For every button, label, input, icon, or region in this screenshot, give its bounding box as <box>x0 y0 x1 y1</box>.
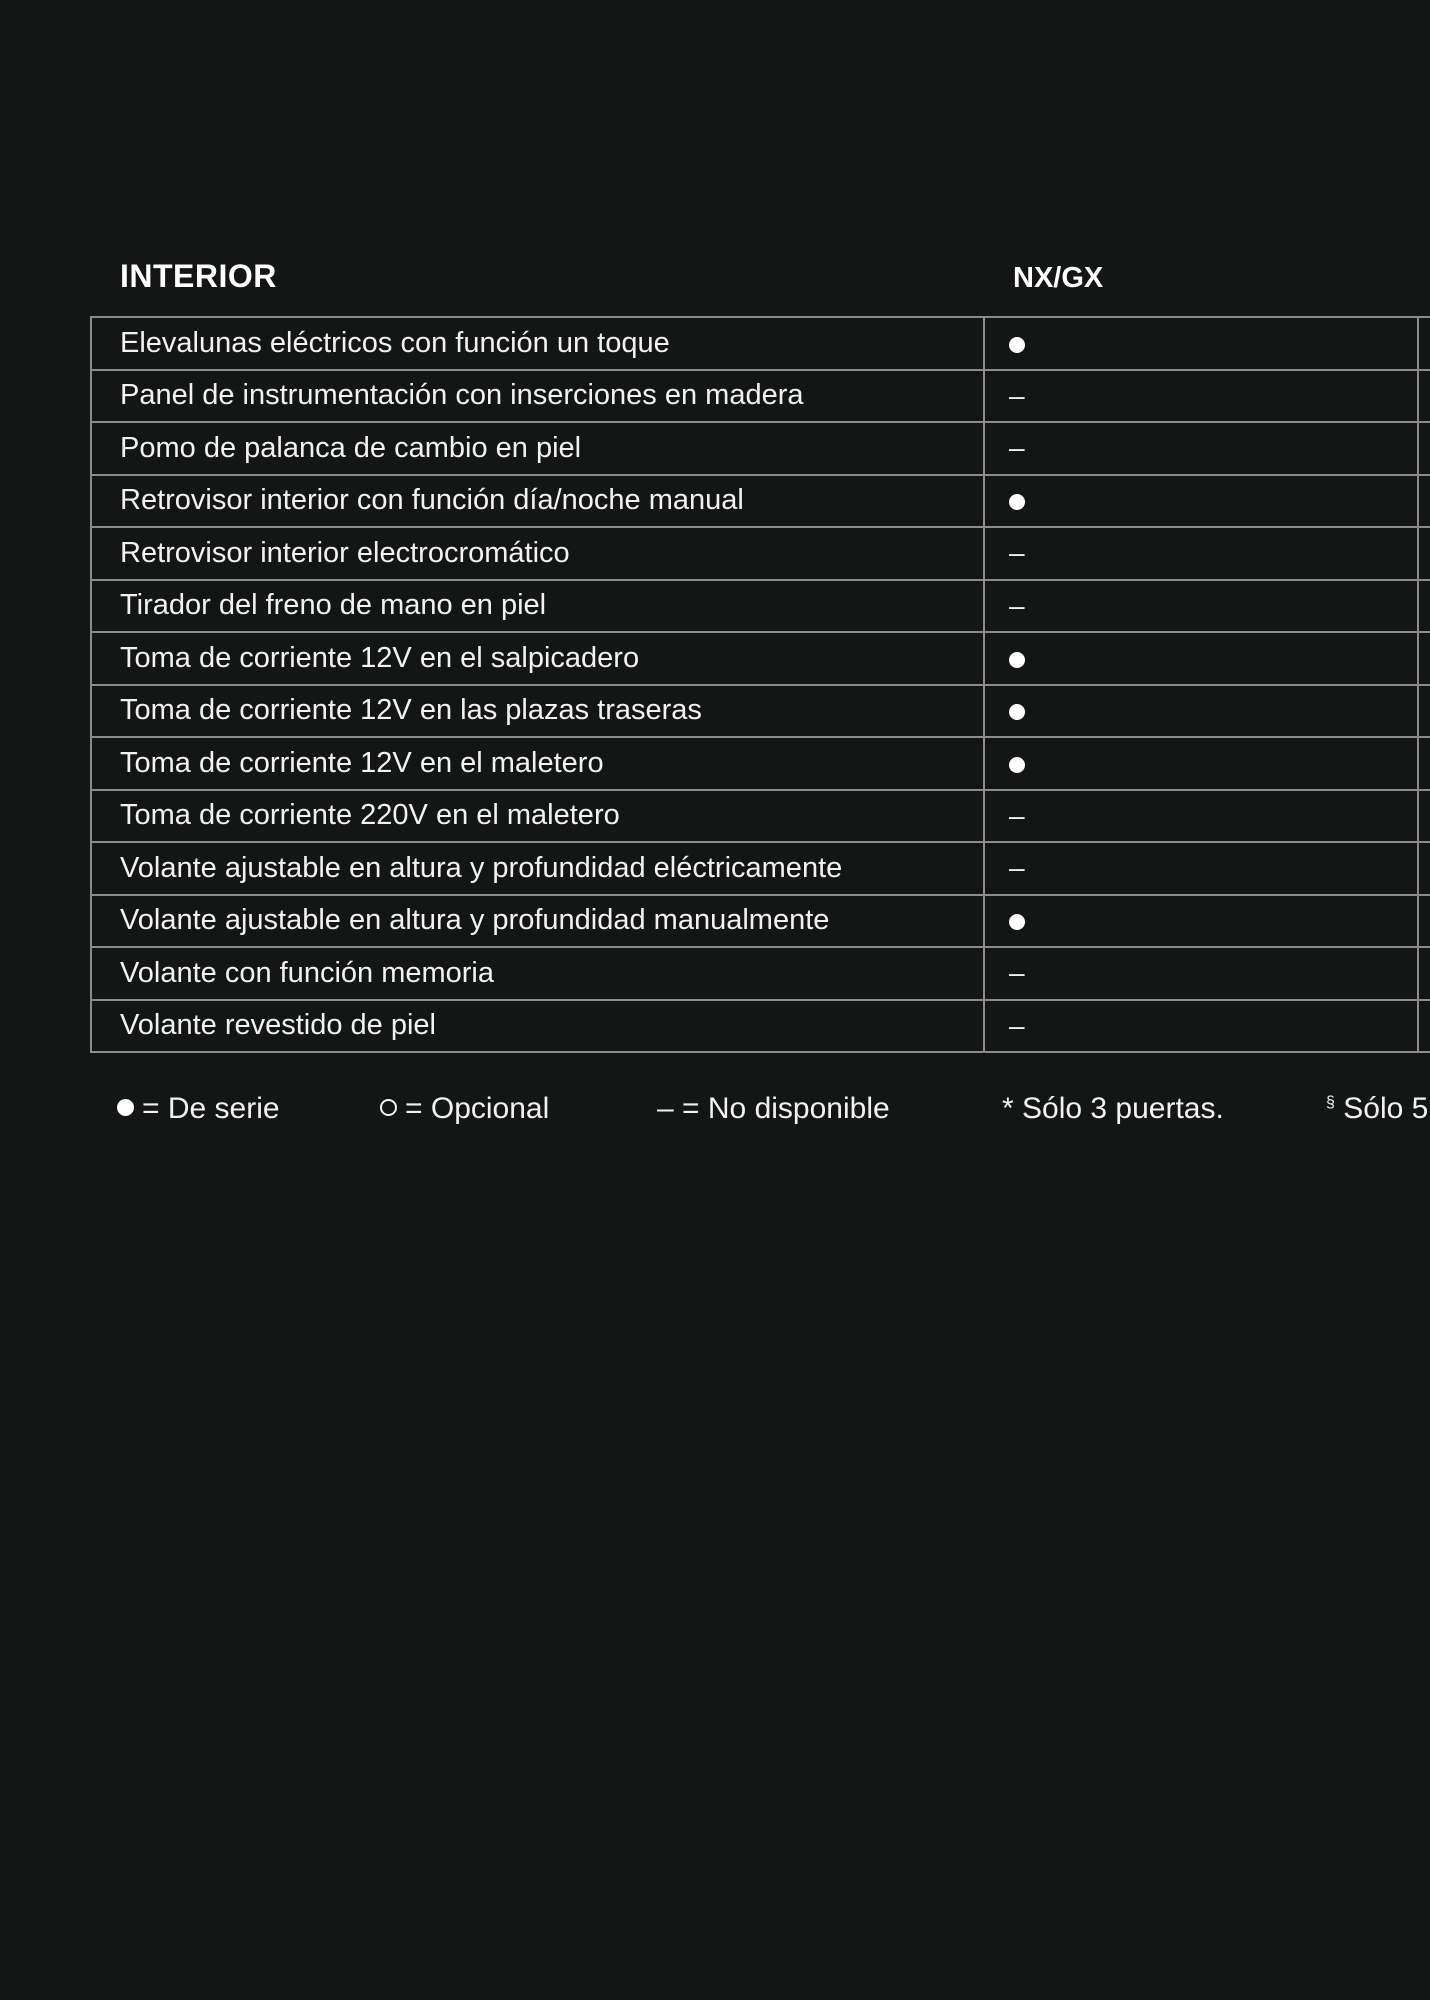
table-row <box>91 947 1430 1000</box>
table-row <box>91 1000 1430 1053</box>
next-column-cell <box>1418 895 1430 948</box>
feature-cell: Elevalunas eléctricos con función un toque <box>91 317 984 370</box>
value-cell <box>984 632 1418 685</box>
table-row <box>91 790 1430 843</box>
legend-five-doors-label: Sólo 5 <box>1343 1092 1429 1125</box>
feature-cell: Retrovisor interior electrocromático <box>91 527 984 580</box>
section-title: INTERIOR <box>120 258 277 294</box>
not-available-dash: – <box>1009 537 1025 569</box>
not-available-dash: – <box>1009 432 1025 464</box>
next-column-cell <box>1418 1000 1430 1053</box>
table-row <box>91 580 1430 633</box>
value-cell <box>984 422 1418 475</box>
value-cell <box>984 317 1418 370</box>
next-column-cell <box>1418 632 1430 685</box>
feature-cell: Volante con función memoria <box>91 947 984 1000</box>
next-column-cell <box>1418 527 1430 580</box>
legend-five-doors <box>1326 1092 1428 1126</box>
next-column-cell <box>1418 842 1430 895</box>
spec-table-body <box>91 317 1430 1052</box>
dash-symbol: – <box>657 1092 674 1125</box>
not-available-dash: – <box>1009 379 1025 411</box>
value-cell <box>984 527 1418 580</box>
column-header-nx-gx: NX/GX <box>1013 262 1104 294</box>
table-row <box>91 895 1430 948</box>
next-column-cell <box>1418 790 1430 843</box>
standard-dot-icon <box>1009 652 1025 668</box>
filled-dot-icon <box>117 1099 134 1116</box>
section-mark: § <box>1326 1094 1335 1111</box>
next-column-cell <box>1418 737 1430 790</box>
next-column-cell <box>1418 947 1430 1000</box>
table-row <box>91 370 1430 423</box>
not-available-dash: – <box>1009 589 1025 621</box>
feature-cell: Toma de corriente 12V en el maletero <box>91 737 984 790</box>
feature-cell: Tirador del freno de mano en piel <box>91 580 984 633</box>
value-cell <box>984 580 1418 633</box>
legend-standard-label: = De serie <box>142 1092 280 1125</box>
table-row <box>91 842 1430 895</box>
feature-cell: Toma de corriente 12V en las plazas traseras <box>91 685 984 738</box>
legend-optional <box>380 1092 549 1126</box>
value-cell <box>984 475 1418 528</box>
table-row <box>91 685 1430 738</box>
value-cell <box>984 842 1418 895</box>
not-available-dash: – <box>1009 957 1025 989</box>
feature-cell: Pomo de palanca de cambio en piel <box>91 422 984 475</box>
table-row <box>91 317 1430 370</box>
legend-optional-label: = Opcional <box>405 1092 550 1125</box>
next-column-cell <box>1418 580 1430 633</box>
feature-cell: Toma de corriente 12V en el salpicadero <box>91 632 984 685</box>
legend-three-doors-label: * Sólo 3 puertas. <box>1002 1092 1224 1125</box>
standard-dot-icon <box>1009 494 1025 510</box>
legend-standard <box>117 1092 280 1126</box>
value-cell <box>984 685 1418 738</box>
value-cell <box>984 895 1418 948</box>
next-column-cell <box>1418 317 1430 370</box>
next-column-cell <box>1418 685 1430 738</box>
legend-three-doors <box>1002 1092 1224 1126</box>
value-cell <box>984 1000 1418 1053</box>
standard-dot-icon <box>1009 704 1025 720</box>
legend-not-available-label: = No disponible <box>682 1092 890 1125</box>
value-cell <box>984 737 1418 790</box>
table-row <box>91 632 1430 685</box>
feature-cell: Volante ajustable en altura y profundidad eléctricamente <box>91 842 984 895</box>
value-cell <box>984 370 1418 423</box>
value-cell <box>984 947 1418 1000</box>
standard-dot-icon <box>1009 757 1025 773</box>
interior-spec-table <box>90 316 1430 1053</box>
not-available-dash: – <box>1009 852 1025 884</box>
standard-dot-icon <box>1009 914 1025 930</box>
legend-not-available <box>657 1092 890 1126</box>
feature-cell: Toma de corriente 220V en el maletero <box>91 790 984 843</box>
feature-cell: Retrovisor interior con función día/noche manual <box>91 475 984 528</box>
feature-cell: Volante ajustable en altura y profundidad manualmente <box>91 895 984 948</box>
hollow-circle-icon <box>380 1099 397 1116</box>
next-column-cell <box>1418 475 1430 528</box>
next-column-cell <box>1418 422 1430 475</box>
table-row <box>91 737 1430 790</box>
not-available-dash: – <box>1009 1009 1025 1041</box>
table-row <box>91 422 1430 475</box>
not-available-dash: – <box>1009 799 1025 831</box>
table-row <box>91 527 1430 580</box>
feature-cell: Panel de instrumentación con inserciones en madera <box>91 370 984 423</box>
feature-cell: Volante revestido de piel <box>91 1000 984 1053</box>
next-column-cell <box>1418 370 1430 423</box>
standard-dot-icon <box>1009 337 1025 353</box>
table-row <box>91 475 1430 528</box>
value-cell <box>984 790 1418 843</box>
